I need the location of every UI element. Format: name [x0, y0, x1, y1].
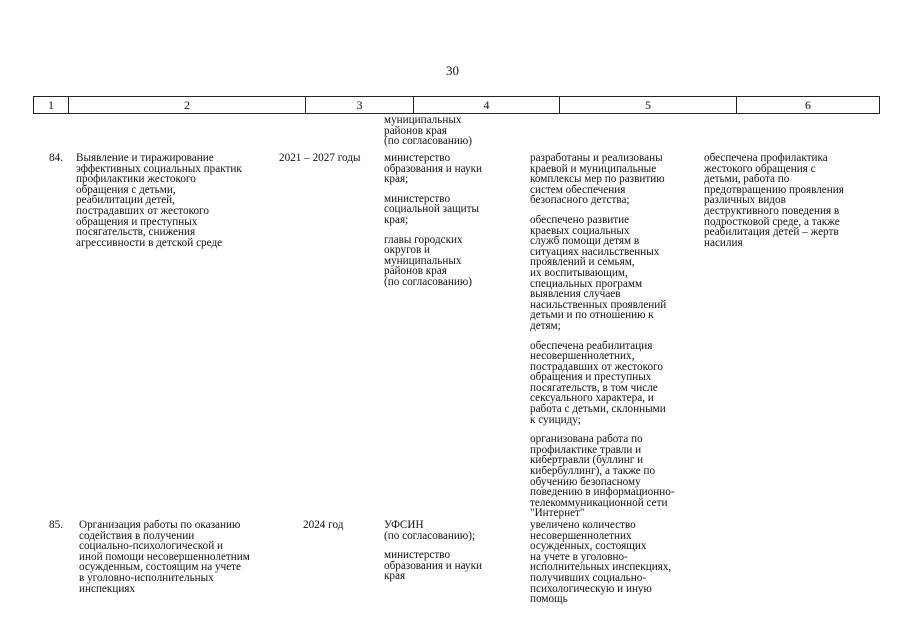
result-entry: разработаны и реализованы краевой и муниципальные комплексы мер по развитию систем обеспечения безопасного детства; [530, 152, 665, 207]
executors-85 [384, 520, 519, 582]
measure-line: содействия в получении [79, 529, 195, 542]
executor-entry: министерство социальной защиты края; [384, 192, 480, 226]
measure-line: эффективных социальных практик [76, 162, 242, 175]
executor-entry: министерство образования и науки края [384, 549, 482, 583]
column-header-6: 6 [737, 97, 880, 114]
measure-line: пострадавших от жестокого [76, 204, 209, 217]
column-header-1: 1 [34, 97, 69, 114]
continued-line: муниципальных [384, 114, 462, 126]
measure-line: социально-психологической и [79, 540, 223, 553]
measure-line: иной помощи несовершеннолетним [79, 550, 250, 563]
row-number-84: 84. [49, 152, 63, 164]
results-84 [530, 153, 695, 519]
effect-line: насилия [704, 236, 743, 249]
column-header-2: 2 [69, 97, 306, 114]
column-header-3: 3 [306, 97, 414, 114]
measure-line: обращения с детьми, [76, 183, 176, 196]
effect-line: подростковой среде, а также [704, 215, 840, 228]
measure-line: Организация работы по оказанию [79, 519, 241, 531]
measure-84 [76, 153, 276, 248]
effect-line: обеспечена профилактика [704, 152, 828, 164]
measure-line: агрессивности в детской среде [76, 236, 223, 249]
result-entry: увеличено количество несовершеннолетних осужденных, состоящих на учете в уголовно- исполнительных инспекциях, получивших социально- психологическую и иную помощь [530, 519, 672, 606]
effect-line: предотвращению проявления [704, 183, 844, 196]
effect-line: детьми, работа по [704, 173, 790, 186]
measure-line: в уголовно-исполнительных [79, 571, 214, 584]
row-number-85: 85. [49, 519, 63, 531]
column-header-5: 5 [560, 97, 737, 114]
results-85 [530, 520, 695, 605]
result-entry: организована работа по профилактике травли и кибертравли (буллинг и кибербуллинг), а также по обучению безопасному поведению в информационно- телекоммуникационной сети "Интернет" [530, 433, 675, 520]
effect-line: реабилитация детей – жертв [704, 226, 839, 239]
executor-entry: министерство образования и науки края; [384, 152, 482, 186]
measure-line: инспекциях [79, 582, 136, 595]
measure-85 [79, 520, 279, 594]
result-entry: обеспечено развитие краевых социальных служб помощи детям в ситуациях насильственных проявлений и семьям, их воспитывающим, специальных программ выявления случаев насильственных проявлений детьми и по отношению к детям; [530, 213, 667, 332]
measure-line: обращения и преступных [76, 215, 198, 228]
continued-line: (по согласованию) [384, 135, 472, 148]
measure-line: реабилитации детей, [76, 194, 175, 207]
measure-line: Выявление и тиражирование [76, 152, 214, 164]
effect-line: деструктивного поведения в [704, 204, 840, 217]
executors-84 [384, 153, 519, 288]
measure-line: посягательств, снижения [76, 226, 196, 239]
effect-line: жестокого обращения с [704, 162, 816, 175]
continued-executors [384, 115, 472, 147]
executor-entry: главы городских округов и муниципальных районов края (по согласованию) [384, 233, 472, 288]
effect-line: различных видов [704, 194, 786, 207]
continued-line: районов края [384, 124, 447, 137]
executor-entry: УФСИН (по согласованию); [384, 519, 476, 542]
page-number: 30 [446, 63, 459, 78]
period-85: 2024 год [303, 519, 344, 531]
result-entry: обеспечена реабилитация несовершеннолетних, пострадавших от жестокого обращения и преступных посягательств, в том числе сексуального характера, и работа с детьми, склонными к суициду; [530, 339, 666, 426]
column-header-4: 4 [414, 97, 560, 114]
measure-line: осужденным, состоящим на учете [79, 561, 242, 574]
period-84: 2021 – 2027 годы [279, 152, 361, 164]
column-header-table [33, 96, 880, 114]
effect-84 [704, 153, 874, 248]
measure-line: профилактики жестокого [76, 173, 196, 186]
